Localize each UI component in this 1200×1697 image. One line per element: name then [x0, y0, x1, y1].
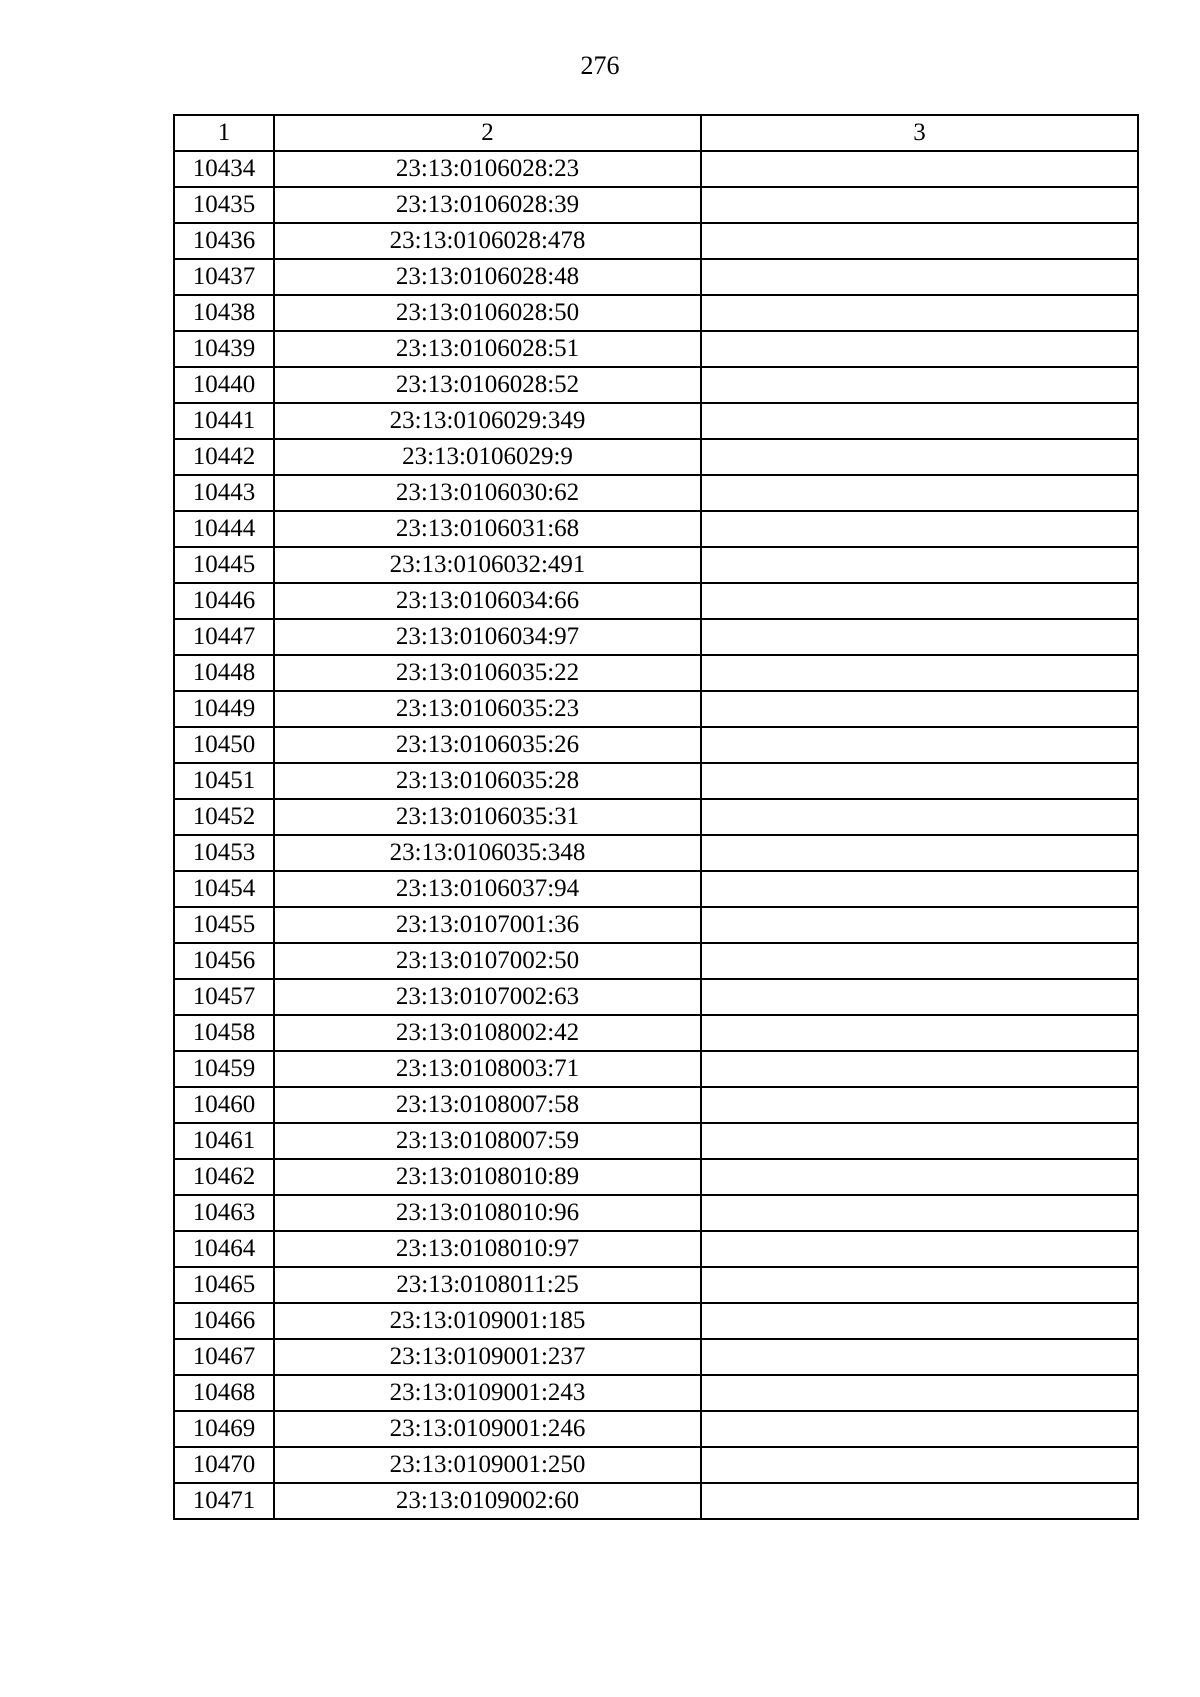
table-row — [174, 871, 1138, 907]
cadastral-number-cell: 23:13:0106029:349 — [274, 403, 701, 439]
notes-cell — [701, 943, 1138, 979]
cadastral-number-cell: 23:13:0108010:97 — [274, 1231, 701, 1267]
row-number-cell: 10442 — [174, 439, 274, 475]
cadastral-number-cell: 23:13:0106037:94 — [274, 871, 701, 907]
notes-cell — [701, 547, 1138, 583]
cadastral-number-cell: 23:13:0106028:39 — [274, 187, 701, 223]
notes-cell — [701, 439, 1138, 475]
row-number-cell: 10465 — [174, 1267, 274, 1303]
row-number-cell: 10461 — [174, 1123, 274, 1159]
row-number-cell: 10449 — [174, 691, 274, 727]
cadastral-number-cell: 23:13:0106035:26 — [274, 727, 701, 763]
row-number-cell: 10441 — [174, 403, 274, 439]
table-row — [174, 295, 1138, 331]
notes-cell — [701, 1087, 1138, 1123]
row-number-cell: 10466 — [174, 1303, 274, 1339]
row-number-cell: 10439 — [174, 331, 274, 367]
cadastral-number-cell: 23:13:0106035:23 — [274, 691, 701, 727]
notes-cell — [701, 1267, 1138, 1303]
table-row — [174, 439, 1138, 475]
row-number-cell: 10459 — [174, 1051, 274, 1087]
table-row — [174, 943, 1138, 979]
cadastral-number-cell: 23:13:0108007:58 — [274, 1087, 701, 1123]
cadastral-number-cell: 23:13:0106029:9 — [274, 439, 701, 475]
table-row — [174, 223, 1138, 259]
notes-cell — [701, 1447, 1138, 1483]
notes-cell — [701, 223, 1138, 259]
row-number-cell: 10455 — [174, 907, 274, 943]
cadastral-number-cell: 23:13:0108011:25 — [274, 1267, 701, 1303]
table-row — [174, 799, 1138, 835]
notes-cell — [701, 619, 1138, 655]
notes-cell — [701, 367, 1138, 403]
table-row — [174, 763, 1138, 799]
row-number-cell: 10460 — [174, 1087, 274, 1123]
cadastral-number-cell: 23:13:0107002:63 — [274, 979, 701, 1015]
notes-cell — [701, 259, 1138, 295]
row-number-cell: 10470 — [174, 1447, 274, 1483]
notes-cell — [701, 691, 1138, 727]
notes-cell — [701, 1303, 1138, 1339]
notes-cell — [701, 475, 1138, 511]
cadastral-number-cell: 23:13:0109001:185 — [274, 1303, 701, 1339]
row-number-cell: 10471 — [174, 1483, 274, 1519]
row-number-cell: 10434 — [174, 151, 274, 187]
table-row — [174, 1087, 1138, 1123]
table-row — [174, 655, 1138, 691]
cadastral-number-cell: 23:13:0106035:22 — [274, 655, 701, 691]
cadastral-number-cell: 23:13:0106028:23 — [274, 151, 701, 187]
table-row — [174, 619, 1138, 655]
cadastral-number-cell: 23:13:0108010:96 — [274, 1195, 701, 1231]
table-row — [174, 1411, 1138, 1447]
table-row — [174, 1339, 1138, 1375]
notes-cell — [701, 1159, 1138, 1195]
cadastral-number-cell: 23:13:0107002:50 — [274, 943, 701, 979]
notes-cell — [701, 1015, 1138, 1051]
cadastral-number-cell: 23:13:0106028:51 — [274, 331, 701, 367]
table-header — [174, 115, 1138, 151]
cadastral-number-cell: 23:13:0108007:59 — [274, 1123, 701, 1159]
notes-cell — [701, 151, 1138, 187]
row-number-cell: 10458 — [174, 1015, 274, 1051]
table-row — [174, 1159, 1138, 1195]
table-row — [174, 367, 1138, 403]
notes-cell — [701, 763, 1138, 799]
row-number-cell: 10469 — [174, 1411, 274, 1447]
table-row — [174, 1231, 1138, 1267]
cadastral-number-cell: 23:13:0106031:68 — [274, 511, 701, 547]
table-row — [174, 403, 1138, 439]
header-row — [174, 115, 1138, 151]
table-row — [174, 1051, 1138, 1087]
table-row — [174, 259, 1138, 295]
row-number-cell: 10452 — [174, 799, 274, 835]
cadastral-number-cell: 23:13:0106035:31 — [274, 799, 701, 835]
notes-cell — [701, 1339, 1138, 1375]
cadastral-number-cell: 23:13:0106028:50 — [274, 295, 701, 331]
notes-cell — [701, 331, 1138, 367]
notes-cell — [701, 583, 1138, 619]
notes-cell — [701, 907, 1138, 943]
notes-cell — [701, 1195, 1138, 1231]
notes-cell — [701, 295, 1138, 331]
row-number-cell: 10443 — [174, 475, 274, 511]
notes-cell — [701, 835, 1138, 871]
cadastral-number-cell: 23:13:0109001:246 — [274, 1411, 701, 1447]
row-number-cell: 10454 — [174, 871, 274, 907]
cadastral-number-cell: 23:13:0109001:243 — [274, 1375, 701, 1411]
table-row — [174, 1483, 1138, 1519]
notes-cell — [701, 727, 1138, 763]
cadastral-number-cell: 23:13:0106028:52 — [274, 367, 701, 403]
row-number-cell: 10464 — [174, 1231, 274, 1267]
row-number-cell: 10456 — [174, 943, 274, 979]
cadastral-number-cell: 23:13:0106030:62 — [274, 475, 701, 511]
cadastral-number-cell: 23:13:0106028:48 — [274, 259, 701, 295]
row-number-cell: 10437 — [174, 259, 274, 295]
cadastral-number-cell: 23:13:0108003:71 — [274, 1051, 701, 1087]
table-row — [174, 1195, 1138, 1231]
table-row — [174, 475, 1138, 511]
notes-cell — [701, 1375, 1138, 1411]
row-number-cell: 10457 — [174, 979, 274, 1015]
table-row — [174, 1303, 1138, 1339]
row-number-cell: 10448 — [174, 655, 274, 691]
row-number-cell: 10435 — [174, 187, 274, 223]
table-row — [174, 727, 1138, 763]
table-row — [174, 907, 1138, 943]
table-row — [174, 1015, 1138, 1051]
row-number-cell: 10450 — [174, 727, 274, 763]
table-row — [174, 1123, 1138, 1159]
row-number-cell: 10451 — [174, 763, 274, 799]
table-body — [174, 151, 1138, 1519]
table-row — [174, 583, 1138, 619]
table-row — [174, 691, 1138, 727]
notes-cell — [701, 655, 1138, 691]
notes-cell — [701, 1483, 1138, 1519]
row-number-cell: 10462 — [174, 1159, 274, 1195]
cadastral-number-cell: 23:13:0109002:60 — [274, 1483, 701, 1519]
cadastral-number-cell: 23:13:0106035:28 — [274, 763, 701, 799]
notes-cell — [701, 187, 1138, 223]
notes-cell — [701, 1123, 1138, 1159]
notes-cell — [701, 1411, 1138, 1447]
table-row — [174, 187, 1138, 223]
cadastral-number-cell: 23:13:0106034:97 — [274, 619, 701, 655]
cadastral-number-cell: 23:13:0106028:478 — [274, 223, 701, 259]
table-row — [174, 547, 1138, 583]
cadastral-number-cell: 23:13:0109001:250 — [274, 1447, 701, 1483]
table-row — [174, 331, 1138, 367]
table-row — [174, 1375, 1138, 1411]
row-number-cell: 10446 — [174, 583, 274, 619]
row-number-cell: 10445 — [174, 547, 274, 583]
table-row — [174, 835, 1138, 871]
cadastral-number-cell: 23:13:0106034:66 — [274, 583, 701, 619]
notes-cell — [701, 403, 1138, 439]
cadastral-table — [173, 114, 1139, 1520]
row-number-cell: 10436 — [174, 223, 274, 259]
cadastral-number-cell: 23:13:0108010:89 — [274, 1159, 701, 1195]
row-number-cell: 10438 — [174, 295, 274, 331]
row-number-cell: 10468 — [174, 1375, 274, 1411]
notes-cell — [701, 979, 1138, 1015]
notes-cell — [701, 871, 1138, 907]
row-number-cell: 10453 — [174, 835, 274, 871]
table-row — [174, 151, 1138, 187]
row-number-cell: 10440 — [174, 367, 274, 403]
cadastral-number-cell: 23:13:0106032:491 — [274, 547, 701, 583]
cadastral-number-cell: 23:13:0109001:237 — [274, 1339, 701, 1375]
notes-cell — [701, 1051, 1138, 1087]
table-row — [174, 1447, 1138, 1483]
row-number-cell: 10447 — [174, 619, 274, 655]
row-number-cell: 10467 — [174, 1339, 274, 1375]
table-row — [174, 979, 1138, 1015]
cadastral-number-cell: 23:13:0108002:42 — [274, 1015, 701, 1051]
column-header-3: 3 — [701, 115, 1138, 151]
table-row — [174, 511, 1138, 547]
notes-cell — [701, 799, 1138, 835]
column-header-1: 1 — [174, 115, 274, 151]
table-row — [174, 1267, 1138, 1303]
column-header-2: 2 — [274, 115, 701, 151]
notes-cell — [701, 1231, 1138, 1267]
cadastral-number-cell: 23:13:0106035:348 — [274, 835, 701, 871]
page-number: 276 — [580, 51, 620, 80]
notes-cell — [701, 511, 1138, 547]
row-number-cell: 10444 — [174, 511, 274, 547]
row-number-cell: 10463 — [174, 1195, 274, 1231]
cadastral-number-cell: 23:13:0107001:36 — [274, 907, 701, 943]
